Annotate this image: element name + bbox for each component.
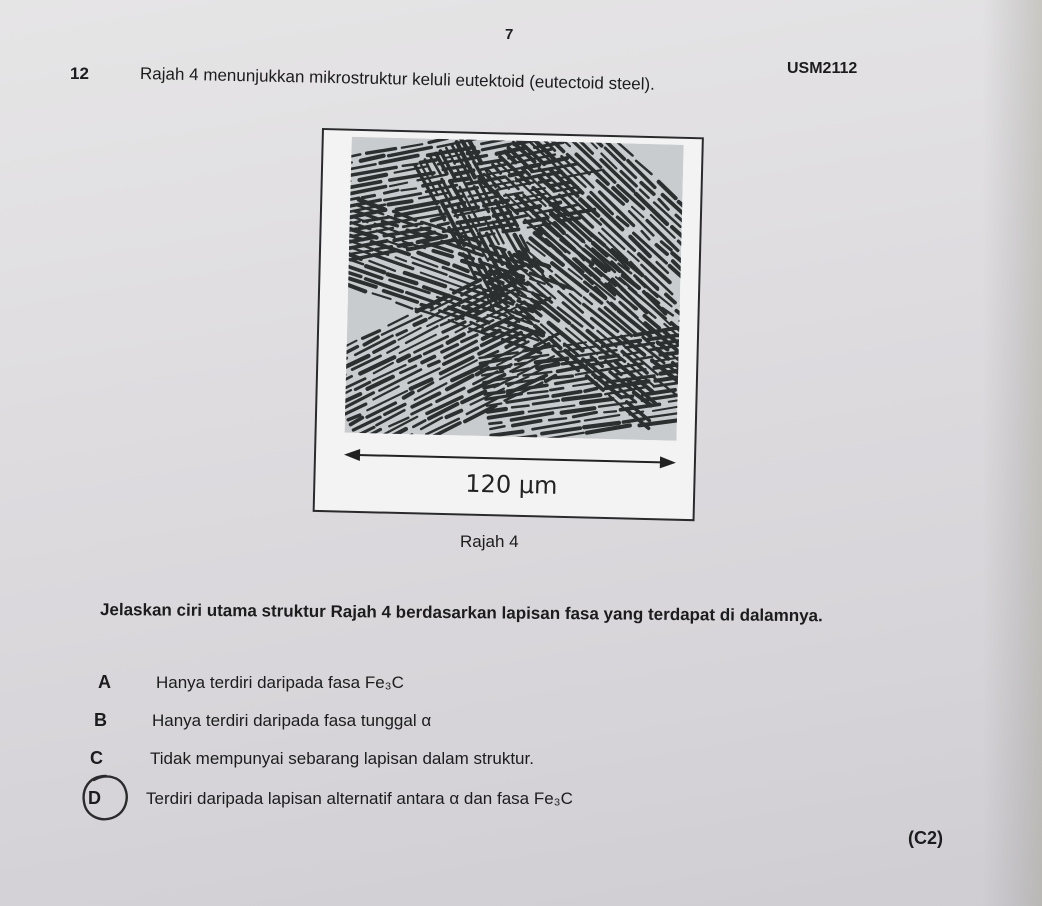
course-code: USM2112 <box>787 60 858 77</box>
option-letter: B <box>94 710 107 730</box>
scale-bar-label: 120 µm <box>465 469 558 500</box>
question-number: 12 <box>70 64 89 83</box>
page-edge-shadow <box>982 0 1042 906</box>
cognitive-level: (C2) <box>908 828 943 848</box>
option-text: Terdiri daripada lapisan alternatif antara α dan fasa Fe₃C <box>146 789 573 808</box>
option-text: Hanya terdiri daripada fasa Fe₃C <box>156 673 404 692</box>
question-intro: Rajah 4 menunjukkan mikrostruktur keluli eutektoid (eutectoid steel). <box>139 64 656 94</box>
option-text: Hanya terdiri daripada fasa tunggal α <box>152 711 432 730</box>
page-number: 7 <box>505 26 514 43</box>
option-letter: D <box>88 788 101 808</box>
pearlite-micrograph <box>345 137 684 441</box>
option-letter: A <box>98 672 111 692</box>
option-letter: C <box>90 748 103 768</box>
option-text: Tidak mempunyai sebarang lapisan dalam struktur. <box>150 749 534 768</box>
figure-caption: Rajah 4 <box>460 532 519 551</box>
microstructure-figure <box>313 128 704 521</box>
handwritten-circle-mark <box>76 770 136 826</box>
question-prompt: Jelaskan ciri utama struktur Rajah 4 berdasarkan lapisan fasa yang terdapat di dalamnya. <box>99 600 823 626</box>
